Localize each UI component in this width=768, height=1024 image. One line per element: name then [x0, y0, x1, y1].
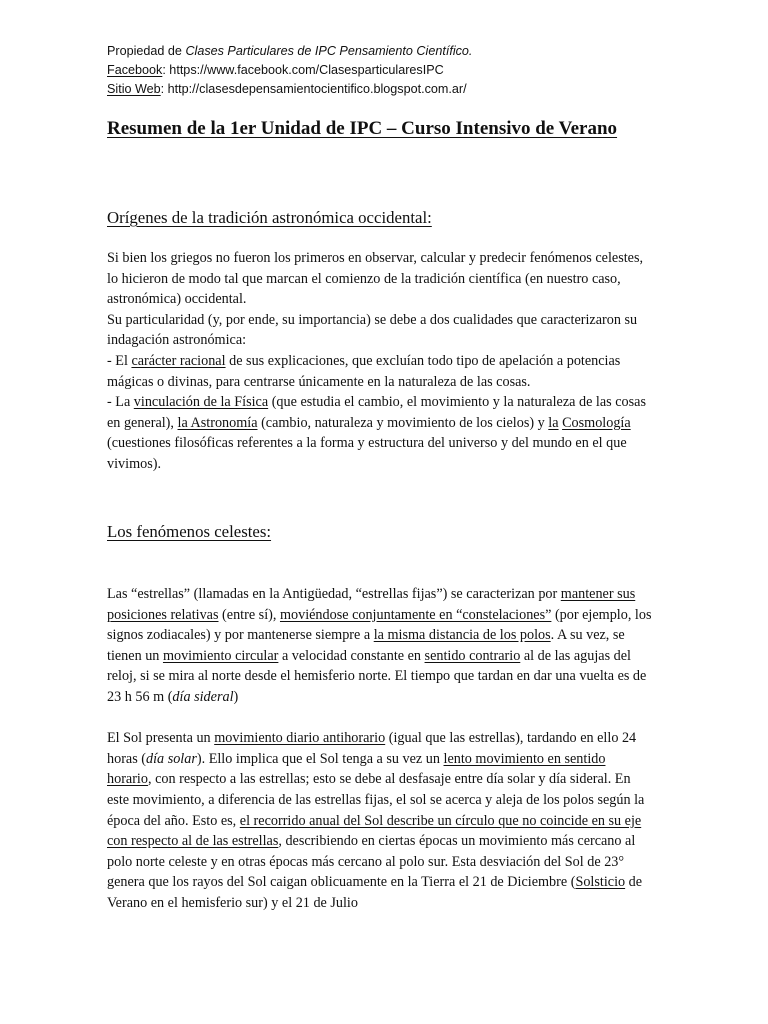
bullet-text: - El — [107, 352, 132, 369]
facebook-url: : https://www.facebook.com/ClasesparticularesIPC — [162, 63, 444, 78]
underlined-term: el recorrido anual del Sol describe un círculo que no coincide en su eje con respecto al de las estrellas — [107, 812, 642, 850]
underlined-term: sentido contrario — [424, 647, 521, 664]
text-run: . A su vez, se tienen un — [107, 627, 625, 664]
underlined-term: Cosmología — [562, 414, 631, 431]
paragraph: Su particularidad (y, por ende, su importancia) se debe a dos cualidades que caracterizaron su indagación astronómica: — [107, 311, 638, 349]
underlined-term: movimiento circular — [162, 647, 279, 664]
text-run: al de las agujas del reloj, si se mira al norte desde el hemisferio norte. El tiempo que tardan en dar una vuelta es de 23 h 56 m ( — [107, 647, 647, 705]
italic-term: día sideral — [172, 688, 234, 705]
document-title: Resumen de la 1er Unidad de IPC – Curso Intensivo de Verano — [107, 118, 618, 139]
bullet-item — [107, 392, 652, 474]
text-run: a velocidad constante en — [278, 647, 425, 664]
document-header — [107, 42, 707, 100]
bullet-text: (cuestiones filosóficas referentes a la forma y estructura del universo y del mundo en el que vivimos). — [107, 435, 627, 472]
section-heading-fenomenos: Los fenómenos celestes: — [107, 522, 272, 541]
underlined-term: mantener sus posiciones relativas — [107, 586, 636, 623]
facebook-line — [107, 61, 707, 80]
bullet-text: (cambio, naturaleza y movimiento de los cielos) y — [257, 414, 549, 431]
paragraph: Si bien los griegos no fueron los primeros en observar, calcular y predecir fenómenos celestes, lo hicieron de modo tal que marcan el comienzo de la tradición científica (en nuestro caso, astronómica) occidental. — [107, 250, 644, 308]
bullet-text: (que estudia el cambio, el movimiento y la naturaleza de las cosas en general), — [107, 394, 646, 431]
text-run: , describiendo en ciertas épocas un movimiento más cercano al polo norte celeste y en otras épocas más cercano al polo sur. Esta desviación del Sol de 23° genera que los rayos del Sol caigan oblicuamente en la Tierra el 21 de Diciembre ( — [107, 833, 636, 891]
italic-term: día solar — [146, 750, 197, 767]
ownership-name: Clases Particulares de IPC Pensamiento Científico. — [185, 44, 473, 58]
text-run: , con respecto a las estrellas; esto se debe al desfasaje entre día solar y día sideral. En este movimiento, a diferencia de las estrellas fijas, el sol se acerca y aleja de los polos según la época del año. Esto es, — [107, 771, 645, 829]
text-run: El Sol presenta un — [107, 730, 215, 747]
text-run: de Verano en el hemisferio sur) y el 21 de Julio — [107, 874, 643, 911]
bullet-text: - La — [107, 394, 134, 411]
text-run: (igual que las estrellas), tardando en ello 24 horas ( — [107, 730, 637, 767]
underlined-term: lento movimiento en sentido horario — [107, 750, 606, 788]
ownership-line — [107, 42, 707, 61]
text-run: ). Ello implica que el Sol tenga a su vez un — [196, 750, 444, 767]
website-line — [107, 80, 707, 99]
underlined-term: la Astronomía — [177, 414, 258, 431]
paragraph-sol — [107, 728, 652, 913]
text-run: Las “estrellas” (llamadas en la Antigüedad, “estrellas fijas”) se caracterizan por — [107, 586, 561, 602]
text-run: (entre sí), — [218, 606, 280, 623]
facebook-label: Facebook — [107, 63, 163, 78]
underlined-term: la — [548, 414, 559, 431]
ownership-prefix: Propiedad de — [107, 44, 186, 58]
underlined-term: moviéndose conjuntamente en “constelaciones” — [279, 606, 552, 623]
underlined-term: movimiento diario antihorario — [214, 730, 386, 747]
section-body-fenomenos — [107, 584, 652, 914]
section-body-origenes — [107, 248, 652, 475]
website-label: Sitio Web — [107, 82, 161, 97]
text-run: (por ejemplo, los signos zodiacales) y por mantenerse siempre a — [107, 606, 652, 644]
bullet-text: de sus explicaciones, que excluían todo tipo de apelación a potencias mágicas o divinas, para centrarse únicamente en la naturaleza de las cosas. — [107, 352, 621, 390]
bullet-item — [107, 351, 652, 392]
website-url: : http://clasesdepensamientocientifico.blogspot.com.ar/ — [160, 82, 467, 97]
section-heading-origenes: Orígenes de la tradición astronómica occidental: — [107, 208, 432, 227]
underlined-term: vinculación de la Física — [133, 394, 269, 411]
text-run: ) — [233, 688, 239, 705]
underlined-term: Solsticio — [575, 874, 626, 891]
underlined-term: carácter racional — [131, 352, 226, 369]
underlined-term: la misma distancia de los polos — [373, 627, 551, 644]
paragraph-estrellas — [107, 584, 652, 708]
